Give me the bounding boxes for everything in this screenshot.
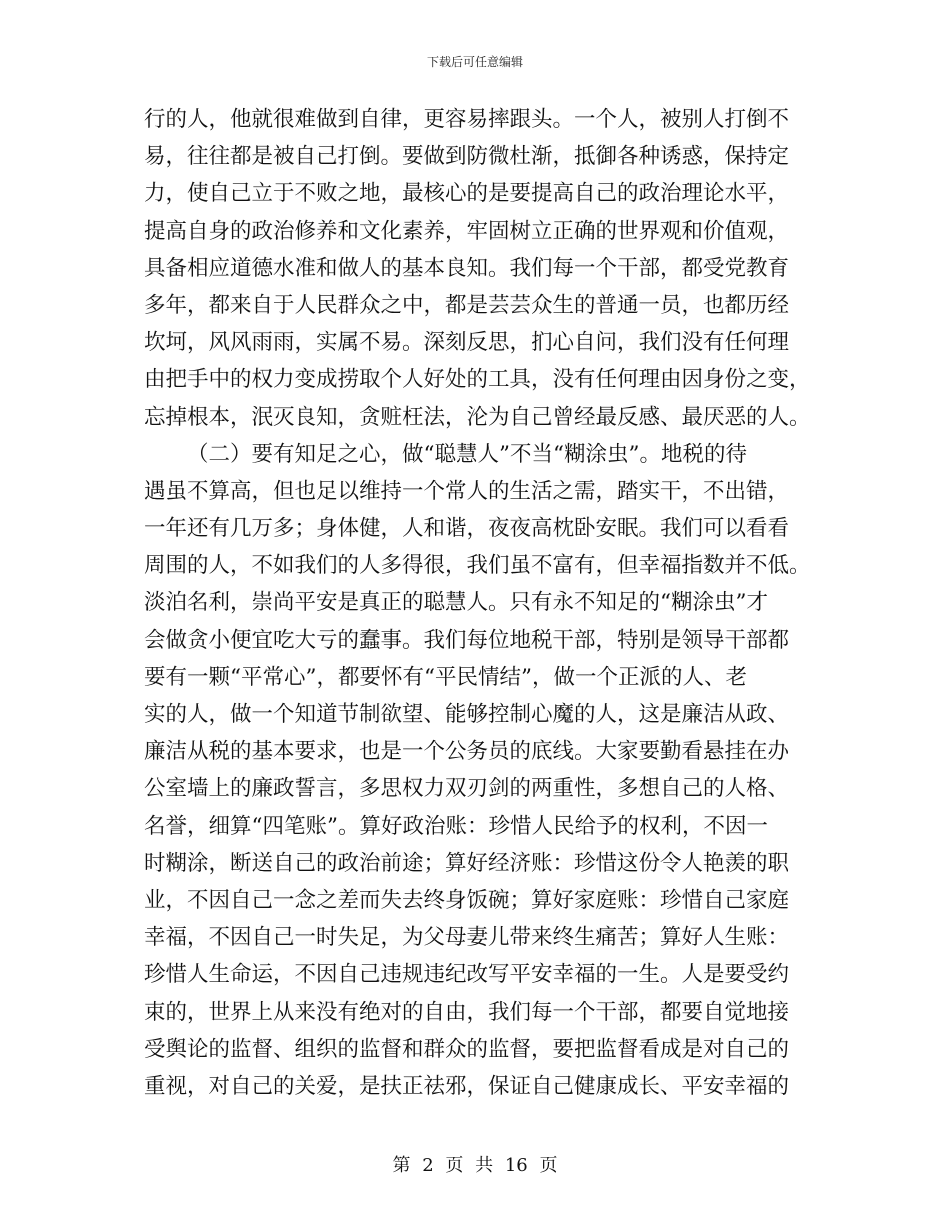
body-line: 公室墙上的廉政誓言，多思权力双刃剑的两重性，多想自己的人格、 bbox=[144, 776, 790, 802]
body-text bbox=[144, 101, 811, 1105]
body-line: 名誉，细算“四笔账”。算好政治账：珍惜人民给予的权利，不因一 bbox=[144, 813, 768, 839]
body-line: 易，往往都是被自己打倒。要做到防微杜渐，抵御各种诱惑，保持定 bbox=[144, 144, 790, 170]
page-header: 下载后可任意编辑 bbox=[426, 55, 523, 69]
page-number: 第 2 页 共 16 页 bbox=[392, 1155, 558, 1176]
body-line: 多年，都来自于人民群众之中，都是芸芸众生的普通一员，也都历经 bbox=[144, 292, 790, 318]
body-line: 力，使自己立于不败之地，最核心的是要提高自己的政治理论水平， bbox=[144, 181, 790, 207]
body-line: 要有一颗“平常心”，都要怀有“平民情结”，做一个正派的人、老 bbox=[144, 664, 747, 690]
body-line: 提高自身的政治修养和文化素养，牢固树立正确的世界观和价值观， bbox=[144, 218, 790, 244]
body-line: 忘掉根本，泯灭良知，贪赃枉法，沦为自己曾经最反感、最厌恶的人。 bbox=[144, 404, 811, 430]
body-line: 业，不因自己一念之差而失去终身饭碗；算好家庭账：珍惜自己家庭 bbox=[144, 887, 790, 913]
body-line: 具备相应道德水准和做人的基本良知。我们每一个干部，都受党教育 bbox=[144, 255, 790, 281]
body-line: 行的人，他就很难做到自律，更容易摔跟头。一个人，被别人打倒不 bbox=[144, 107, 790, 132]
body-line: 淡泊名利，崇尚平安是真正的聪慧人。只有永不知足的“糊涂虫”才 bbox=[144, 590, 768, 616]
body-line: 周围的人，不如我们的人多得很，我们虽不富有，但幸福指数并不低。 bbox=[144, 553, 811, 579]
body-line: 时糊涂，断送自己的政治前途；算好经济账：珍惜这份令人艳羡的职 bbox=[144, 850, 790, 876]
body-line: 实的人，做一个知道节制欲望、能够控制心魔的人，这是廉洁从政、 bbox=[144, 702, 790, 727]
body-line: 重视，对自己的关爱，是扶正祛邪，保证自己健康成长、平安幸福的 bbox=[144, 1073, 790, 1099]
body-line: 由把手中的权力变成捞取个人好处的工具，没有任何理由因身份之变， bbox=[144, 367, 811, 393]
body-line: 幸福，不因自己一时失足，为父母妻儿带来终生痛苦；算好人生账： bbox=[144, 925, 790, 951]
body-line: 束的，世界上从来没有绝对的自由，我们每一个干部，都要自觉地接 bbox=[144, 999, 790, 1025]
body-line: 受舆论的监督、组织的监督和群众的监督，要把监督看成是对自己的 bbox=[144, 1036, 790, 1062]
body-line: 遇虽不算高，但也足以维持一个常人的生活之需，踏实干，不出错， bbox=[144, 478, 790, 504]
paragraph-start-line: （二）要有知足之心，做“聪慧人”不当“糊涂虫”。地税的待 bbox=[187, 441, 747, 467]
body-line: 一年还有几万多；身体健，人和谐，夜夜高枕卧安眠。我们可以看看 bbox=[144, 516, 790, 542]
body-line: 坎坷，风风雨雨，实属不易。深刻反思，扪心自问，我们没有任何理 bbox=[144, 330, 790, 356]
body-line: 廉洁从税的基本要求，也是一个公务员的底线。大家要勤看悬挂在办 bbox=[144, 739, 790, 765]
body-line: 珍惜人生命运，不因自己违规违纪改写平安幸福的一生。人是要受约 bbox=[144, 962, 790, 988]
body-line: 会做贪小便宜吃大亏的蠢事。我们每位地税干部，特别是领导干部都 bbox=[144, 627, 790, 653]
